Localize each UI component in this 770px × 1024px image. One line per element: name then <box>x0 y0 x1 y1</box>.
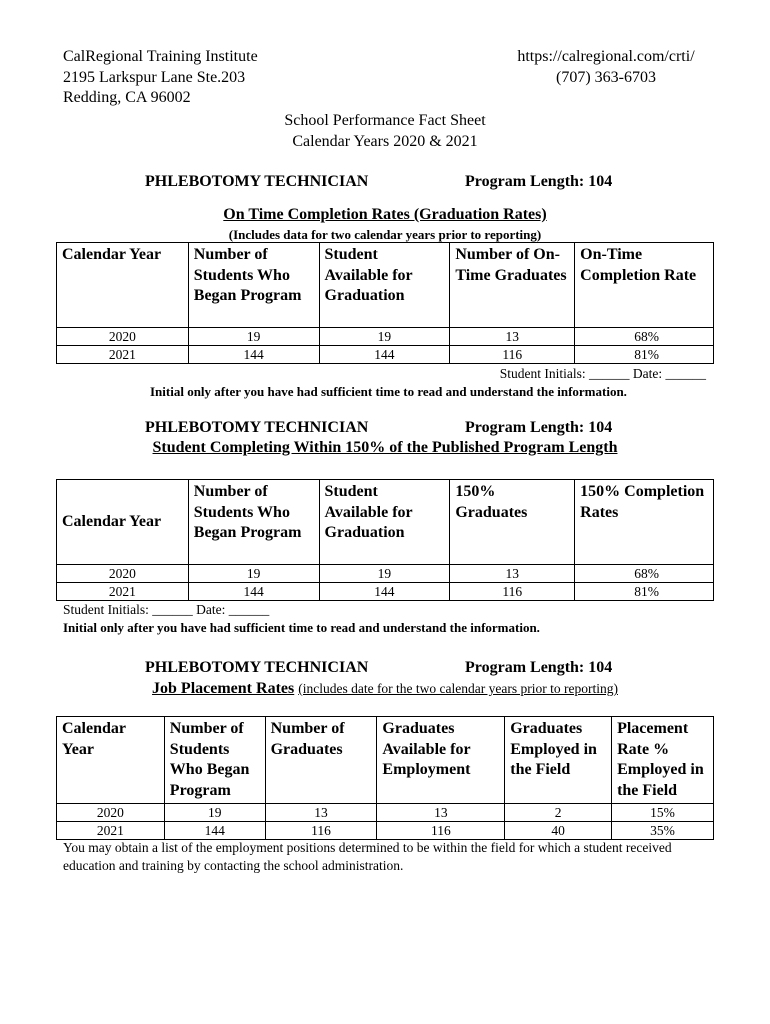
table-cell: 2020 <box>57 328 189 346</box>
table-cell: 19 <box>319 565 450 583</box>
s3-program-length: Program Length: 104 <box>465 659 613 676</box>
street-address: 2195 Larkspur Lane Ste.203 <box>63 68 246 86</box>
table-cell: 144 <box>164 822 265 840</box>
s2-completion-table <box>56 479 714 601</box>
s3-subtitle: Job Placement Rates <box>152 680 295 697</box>
table-header-row <box>57 717 714 804</box>
s2-subtitle: Student Completing Within 150% of the Published Program Length <box>152 439 618 456</box>
table-cell: 40 <box>505 822 612 840</box>
table-cell: 81% <box>575 346 714 364</box>
table-cell: 116 <box>265 822 377 840</box>
school-name: CalRegional Training Institute <box>63 48 258 65</box>
calendar-years: Calendar Years 2020 & 2021 <box>292 132 478 150</box>
s1-instruction: Initial only after you have had sufficient time to read and understand the information. <box>150 384 627 399</box>
table-cell: 116 <box>450 346 575 364</box>
city-state-zip: Redding, CA 96002 <box>63 89 191 106</box>
table-cell: 19 <box>319 328 450 346</box>
col-header: Student Available for Graduation <box>319 480 450 565</box>
table-cell: 13 <box>450 328 575 346</box>
table-cell: 68% <box>575 565 714 583</box>
table-cell: 13 <box>265 804 377 822</box>
s3-footer-note: You may obtain a list of the employment positions determined to be within the field for which a student received education and training by contacting the school administration. <box>63 840 672 873</box>
table-cell: 19 <box>164 804 265 822</box>
table-cell: 19 <box>188 565 319 583</box>
table-cell: 2021 <box>57 583 189 601</box>
table-header-row <box>57 480 714 565</box>
s2-student-initials: Student Initials: ______ Date: ______ <box>63 602 270 617</box>
s1-student-initials: Student Initials: ______ Date: ______ <box>499 366 706 381</box>
s1-note: (Includes data for two calendar years prior to reporting) <box>228 227 542 242</box>
school-phone: (707) 363-6703 <box>556 68 656 86</box>
s2-program-length: Program Length: 104 <box>465 419 613 436</box>
s3-subtitle-line <box>0 680 770 698</box>
col-header: Calendar Year <box>57 243 189 328</box>
school-contact <box>500 47 712 88</box>
table-cell: 13 <box>450 565 575 583</box>
table-cell: 2 <box>505 804 612 822</box>
table-cell: 35% <box>612 822 714 840</box>
table-header-row <box>57 243 714 328</box>
table-row <box>57 583 714 601</box>
col-header: Calendar Year <box>57 717 165 804</box>
s1-program-name: PHLEBOTOMY TECHNICIAN <box>145 173 369 190</box>
col-header: On-Time Completion Rate <box>575 243 714 328</box>
s1-completion-table <box>56 242 714 364</box>
table-cell: 81% <box>575 583 714 601</box>
col-header: Calendar Year <box>57 480 189 565</box>
col-header: Number of On-Time Graduates <box>450 243 575 328</box>
school-address <box>63 47 258 109</box>
table-row <box>57 822 714 840</box>
table-cell: 19 <box>188 328 319 346</box>
col-header: Number of Graduates <box>265 717 377 804</box>
s3-program-name: PHLEBOTOMY TECHNICIAN <box>145 659 369 676</box>
table-cell: 15% <box>612 804 714 822</box>
table-cell: 2020 <box>57 565 189 583</box>
table-cell: 144 <box>188 583 319 601</box>
table-cell: 144 <box>188 346 319 364</box>
s3-subtitle-note: (includes date for the two calendar years prior to reporting) <box>298 681 618 696</box>
col-header: Number of Students Who Began Program <box>188 243 319 328</box>
s1-subtitle: On Time Completion Rates (Graduation Rates) <box>223 206 547 223</box>
s2-instruction: Initial only after you have had sufficient time to read and understand the information. <box>63 620 540 635</box>
col-header: 150% Completion Rates <box>575 480 714 565</box>
table-cell: 144 <box>319 346 450 364</box>
table-cell: 2021 <box>57 346 189 364</box>
col-header: Placement Rate % Employed in the Field <box>612 717 714 804</box>
col-header: 150% Graduates <box>450 480 575 565</box>
fact-sheet-title: School Performance Fact Sheet <box>284 112 486 129</box>
col-header: Graduates Employed in the Field <box>505 717 612 804</box>
table-cell: 13 <box>377 804 505 822</box>
table-cell: 2021 <box>57 822 165 840</box>
col-header: Graduates Available for Employment <box>377 717 505 804</box>
s1-program-length: Program Length: 104 <box>465 173 613 190</box>
table-row <box>57 346 714 364</box>
col-header: Student Available for Graduation <box>319 243 450 328</box>
col-header: Number of Students Who Began Program <box>164 717 265 804</box>
table-cell: 68% <box>575 328 714 346</box>
table-row <box>57 565 714 583</box>
table-cell: 116 <box>377 822 505 840</box>
school-website: https://calregional.com/crti/ <box>517 48 695 65</box>
table-row <box>57 328 714 346</box>
table-cell: 2020 <box>57 804 165 822</box>
document-title <box>200 111 570 152</box>
table-cell: 144 <box>319 583 450 601</box>
table-cell: 116 <box>450 583 575 601</box>
col-header: Number of Students Who Began Program <box>188 480 319 565</box>
s3-placement-table <box>56 716 714 840</box>
s2-program-name: PHLEBOTOMY TECHNICIAN <box>145 419 369 436</box>
table-row <box>57 804 714 822</box>
